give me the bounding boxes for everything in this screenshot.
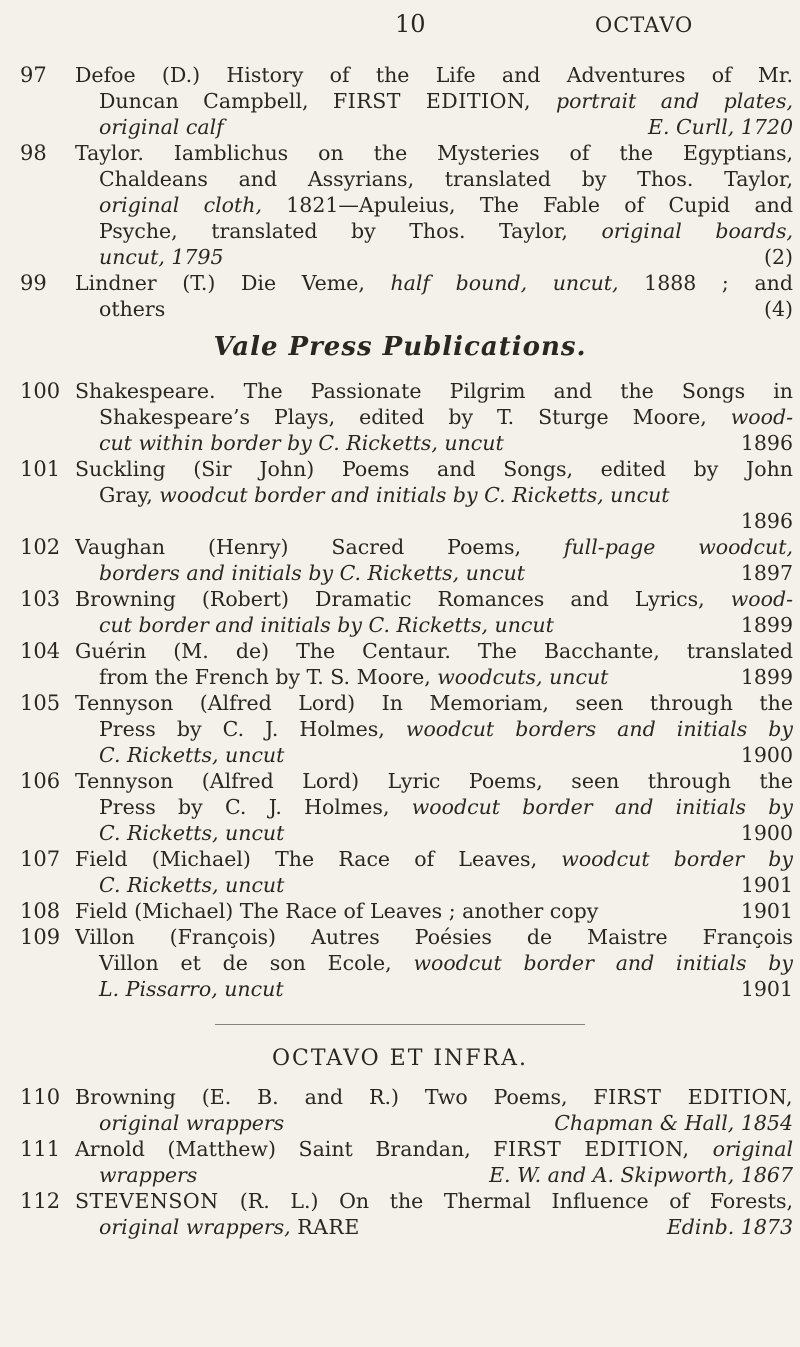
lot-number: 110 [20, 1085, 61, 1109]
entry-line: original cloth, 1821—Apuleius, The Fable of Cupid and [99, 193, 793, 217]
lot-description [75, 456, 793, 534]
entry-line: original wrappers Chapman & Hall, 1854 [99, 1111, 793, 1135]
entry-line: 1896 [740, 509, 793, 533]
entry-line: from the French by T. S. Moore, woodcuts, uncut 1899 [99, 665, 793, 689]
entry-line: original calf E. Curll, 1720 [99, 115, 793, 139]
lot-description [75, 534, 793, 586]
lot-number: 101 [20, 457, 61, 481]
lot-number: 112 [20, 1189, 61, 1213]
running-head: OCTAVO [595, 13, 694, 37]
entry-line: STEVENSON (R. L.) On the Thermal Influence of Forests, [75, 1189, 793, 1213]
lot-description [75, 62, 793, 140]
lot-description [75, 1136, 793, 1188]
entry-line: borders and initials by C. Ricketts, uncut 1897 [99, 561, 793, 585]
entry-line: C. Ricketts, uncut 1901 [99, 873, 793, 897]
entry-line: Shakespeare’s Plays, edited by T. Sturge Moore, wood- [99, 405, 793, 429]
lot-description [75, 924, 793, 1002]
entry-line: Chaldeans and Assyrians, translated by Thos. Taylor, [99, 167, 793, 191]
entry-line: Duncan Campbell, FIRST EDITION, portrait and plates, [99, 89, 793, 113]
lot-number: 103 [20, 587, 61, 611]
lot-number: 108 [20, 899, 61, 923]
entry-line: Browning (E. B. and R.) Two Poems, FIRST EDITION, [75, 1085, 793, 1109]
entry-line: C. Ricketts, uncut 1900 [99, 821, 793, 845]
lot-number: 105 [20, 691, 61, 715]
entry-line: cut border and initials by C. Ricketts, uncut 1899 [99, 613, 793, 637]
entry-line: L. Pissarro, uncut 1901 [99, 977, 793, 1001]
entry-line: cut within border by C. Ricketts, uncut 1896 [99, 431, 793, 455]
lot-number: 99 [20, 271, 47, 295]
section-divider [215, 1024, 585, 1025]
entry-line: Vaughan (Henry) Sacred Poems, full-page woodcut, [75, 535, 793, 559]
entry-line: Shakespeare. The Passionate Pilgrim and the Songs in [75, 379, 793, 403]
entry-line: Suckling (Sir John) Poems and Songs, edited by John [75, 457, 793, 481]
entry-line: Guérin (M. de) The Centaur. The Bacchante, translated [75, 639, 793, 663]
entry-line: Psyche, translated by Thos. Taylor, original boards, [99, 219, 793, 243]
lot-description [75, 270, 793, 322]
entry-line: Lindner (T.) Die Veme, half bound, uncut, 1888 ; and [75, 271, 793, 295]
entry-line: Villon et de son Ecole, woodcut border and initials by [99, 951, 793, 975]
lot-description [75, 690, 793, 768]
entry-line: Field (Michael) The Race of Leaves, woodcut border by [75, 847, 793, 871]
lot-description [75, 140, 793, 270]
page-header [0, 10, 800, 46]
entry-line: wrappers E. W. and A. Skipworth, 1867 [99, 1163, 793, 1187]
entry-line: Tennyson (Alfred Lord) In Memoriam, seen through the [75, 691, 793, 715]
entry-line: Field (Michael) The Race of Leaves ; another copy 1901 [75, 899, 793, 923]
lot-description [75, 846, 793, 898]
lot-number: 97 [20, 63, 47, 87]
lot-description [75, 1188, 793, 1240]
lot-number: 104 [20, 639, 61, 663]
page-number: 10 [395, 10, 426, 38]
lot-number: 106 [20, 769, 61, 793]
section-heading: Vale Press Publications. [213, 332, 587, 362]
entry-line: uncut, 1795 (2) [99, 245, 793, 269]
entry-line: original wrappers, RARE Edinb. 1873 [99, 1215, 793, 1239]
lot-number: 111 [20, 1137, 61, 1161]
lot-description [75, 1084, 793, 1136]
lot-number: 102 [20, 535, 61, 559]
entry-line: Press by C. J. Holmes, woodcut borders and initials by [99, 717, 793, 741]
entry-line: Villon (François) Autres Poésies de Maistre François [75, 925, 793, 949]
lot-description [75, 378, 793, 456]
entry-line: others (4) [99, 297, 793, 321]
lot-number: 100 [20, 379, 61, 403]
entry-line: Tennyson (Alfred Lord) Lyric Poems, seen through the [75, 769, 793, 793]
lot-number: 107 [20, 847, 61, 871]
lot-description [75, 638, 793, 690]
entry-line: Browning (Robert) Dramatic Romances and Lyrics, wood- [75, 587, 793, 611]
entry-line: Defoe (D.) History of the Life and Adventures of Mr. [75, 63, 793, 87]
entry-line: Gray, woodcut border and initials by C. Ricketts, uncut [99, 483, 670, 507]
lot-description [75, 768, 793, 846]
lot-description [75, 898, 793, 924]
section-heading: OCTAVO ET INFRA. [271, 1046, 529, 1071]
entry-line: Taylor. Iamblichus on the Mysteries of the Egyptians, [75, 141, 793, 165]
entry-line: Press by C. J. Holmes, woodcut border and initials by [99, 795, 793, 819]
entry-line: C. Ricketts, uncut 1900 [99, 743, 793, 767]
entry-line: Arnold (Matthew) Saint Brandan, FIRST EDITION, original [75, 1137, 793, 1161]
lot-number: 109 [20, 925, 61, 949]
lot-number: 98 [20, 141, 47, 165]
lot-description [75, 586, 793, 638]
